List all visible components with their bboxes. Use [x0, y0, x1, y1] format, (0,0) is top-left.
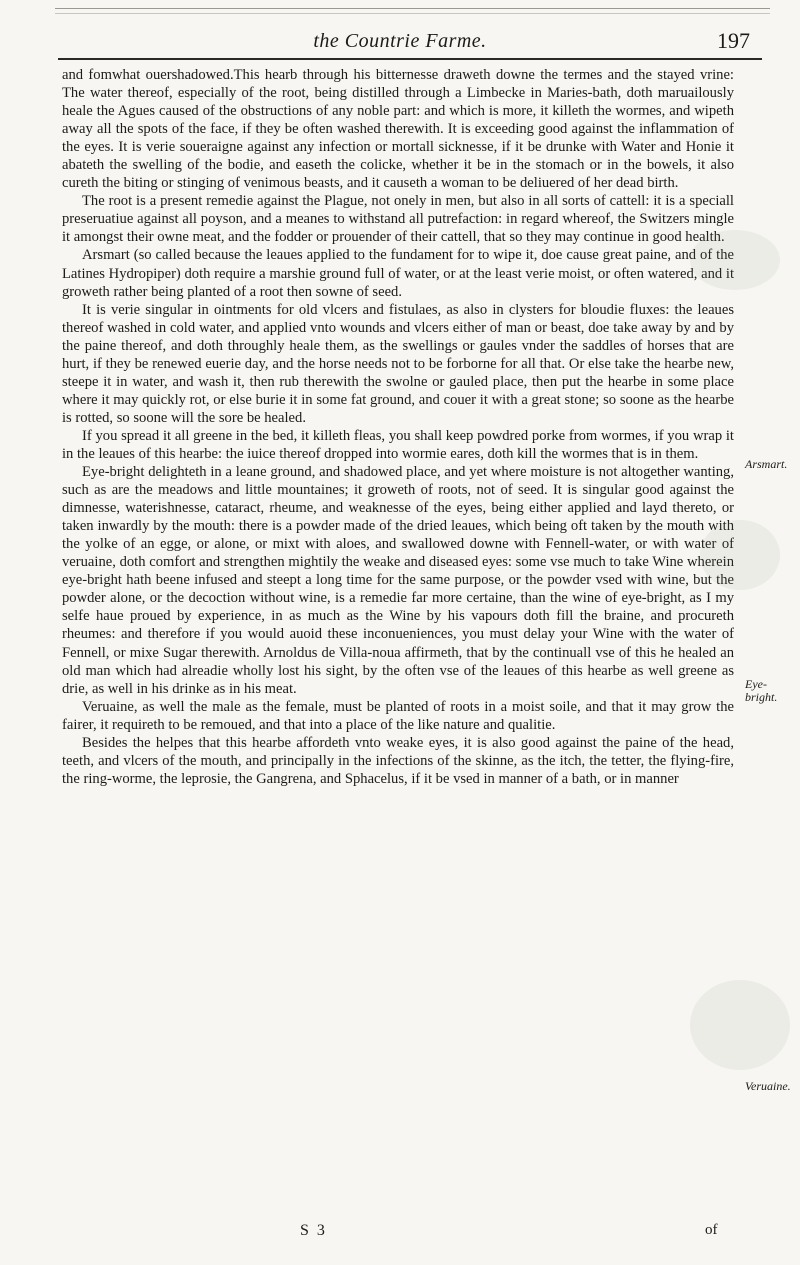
margin-note-arsmart: Arsmart. [745, 457, 788, 471]
paragraph-7: Veruaine, as well the male as the female, must be planted of roots in a moist soile, and that it may grow the fairer, it requireth to be remoued, and that into a place of the like nature and qualitie. [62, 698, 734, 733]
paragraph-4: It is verie singular in ointments for old vlcers and fistulaes, as also in clysters for bloudie fluxes: the leaues thereof washed in cold water, and applied vnto wounds and vlcers either of man or beast, doe take away by and by the paine thereof, and doth throughly heale them, as the swellings or gaules vnder the saddles of horses that are hurt, if they be renewed euerie day, and the horse needs not to be forborne for all that. Or else take the hearbe new, steepe it in water, and wash it, then rub therewith the swolne or gauled place, then put the hearbe in some place where it may quickly rot, or else burie it in some fat ground, and couer it with a great stone; so soone as the hearbe is rotted, so soone will the sore be healed. [62, 301, 734, 426]
paragraph-2: The root is a present remedie against the Plague, not onely in men, but also in all sorts of cattell: it is a speciall preseruatiue against all poyson, and a meanes to withstand all putrefaction: in regard whereof, the Switzers mingle it amongst their owne meat, and the fodder or prouender of their cattell, that so they may continue in good health. [62, 193, 734, 246]
margin-note-veruaine: Veruaine. [745, 1079, 791, 1093]
page-top-edge-shadow [55, 13, 770, 14]
paragraph-1: and fomwhat ouershadowed.This hearb through his bitternesse draweth downe the termes and the stayed vrine: The water thereof, especially of the root, being distilled through a Limbecke in Maries-bath, doth maruailously heale the Agues caused of the obstructions of any noble part: and which is more, it killeth the wormes, and wipeth away all the spots of the face, if they be often washed therewith. It is exceeding good against the inflammation of the eyes. It is verie soueraigne against any infection or mortall sicknesse, if it be drunke with Water and Honie it abateth the swelling of the bodie, and easeth the colicke, whether it be in the stomach or in the bowels, it also cureth the biting or stinging of venimous beasts, and it causeth a woman to be deliuered of her dead birth. [62, 67, 734, 192]
catchword: of [705, 1222, 718, 1238]
header-rule [58, 58, 762, 60]
paragraph-5: If you spread it all greene in the bed, it killeth fleas, you shall keep powdred porke from wormes, if you wrap it in the leaues of this hearbe: the iuice thereof dropped into wormie eares, doth kill the wormes that is in them. [62, 427, 734, 462]
paragraph-8: Besides the helpes that this hearbe affordeth vnto weake eyes, it is also good against the paine of the head, teeth, and vlcers of the mouth, and principally in the infections of the skinne, as the itch, the tetter, the flying-fire, the ring-worme, the leprosie, the Gangrena, and Sphacelus, if it be vsed in manner of a bath, or in manner [62, 734, 734, 787]
paragraph-6: Eye-bright delighteth in a leane ground, and shadowed place, and yet where moisture is not altogether wanting, such as are the meadows and little mountaines; it groweth of roots, not of seed. It is singular good against the dimnesse, waterishnesse, cataract, rheume, and weaknesse of the eyes, being either applied and layd thereto, or taken inwardly by the mouth: there is a powder made of the dried leaues, which being oft taken by the mouth with the yolke of an egge, or alone, or mixt with aloes, and swallowed downe with Fennell-water, or with water of veruaine, doth comfort and strengthen mightily the weake and diseased eyes: some vse much to take Wine wherein eye-bright hath beene infused and steept a long time for the same purpose, or the powder vsed with wine, but the powder alone, or the decoction without wine, is a remedie far more certaine, than the wine of eye-bright, as I my selfe haue proued by experience, in as much as the Wine by his vapours doth fill the braine, and procureth rheumes: and therefore if you would auoid these inconueniences, you must delay your Wine with the water of Fennell, or mixe Sugar therewith. Arnoldus de Villa-noua affirmeth, that by the continuall vse of this he healed an old man which had alreadie wholly lost his sight, by the often vse of the leaues of this hearbe as well greene as drie, as well in his drinke as in his meat. [62, 464, 734, 697]
ink-bleed-stain [690, 980, 790, 1070]
page-top-edge [55, 8, 770, 9]
signature-mark: S 3 [300, 1222, 327, 1239]
page-number: 197 [717, 28, 750, 53]
paragraph-3: Arsmart (so called because the leaues applied to the fundament for to wipe it, doe cause great paine, and of the Latines Hydropiper) doth require a marshie ground full of water, or at the least verie moist, or often watered, and it groweth rather being planted of a root then sowne of seed. [62, 247, 734, 300]
running-head: the Countrie Farme. [313, 30, 487, 52]
margin-note-eye-bright: Eye-bright. [745, 677, 778, 704]
body-text [62, 66, 734, 788]
